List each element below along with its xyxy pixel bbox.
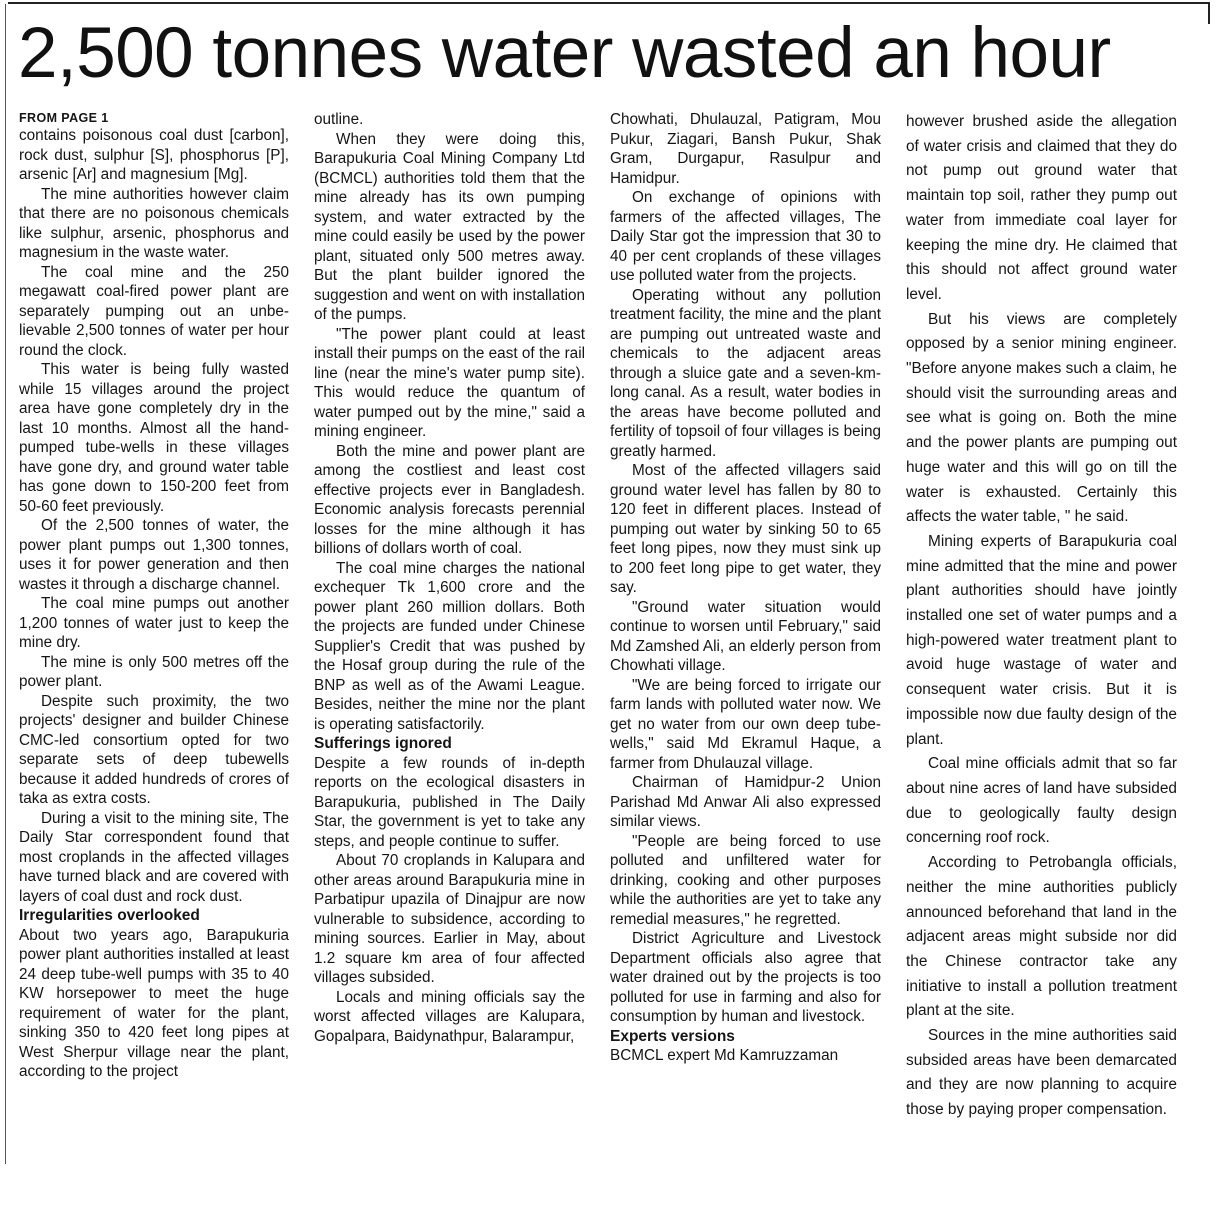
headline: 2,500 tonnes water wasted an hour xyxy=(18,14,1111,93)
paragraph: Of the 2,500 tonnes of water, the power plant pumps out 1,300 tonnes, uses it for power generation and then wastes it through a discharge channel. xyxy=(19,517,289,593)
paragraph: "People are being forced to use polluted and unfiltered water for drinking, cooking and other purposes while the authorities are yet to take any remedial measures," he regretted. xyxy=(610,832,881,928)
paragraph: Mining experts of Barapukuria coal mine admitted that the mine and power plant authorities should have jointly installed one set of water pumps and a high-powered water treatment plant to avoid huge wastage of water and consequent water crisis. But it is impossible now due faulty design of the plant. xyxy=(906,532,1177,748)
paragraph: outline. xyxy=(314,111,364,128)
top-rule xyxy=(8,2,1208,4)
subheading: Irregularities overlooked xyxy=(19,907,200,924)
subheading: Sufferings ignored xyxy=(314,735,452,752)
column-4 xyxy=(906,110,1177,1170)
right-rule xyxy=(1208,2,1210,24)
paragraph: Despite such proximity, the two projects' designer and builder Chinese CMC-led consortium opted for two separate sets of deep tubewells because it added hundreds of crores of taka as extra costs. xyxy=(19,692,289,807)
paragraph: "Ground water situation would continue to worsen until February," said Md Zamshed Ali, an elderly person from Chowhati village. xyxy=(610,598,881,674)
paragraph: Despite a few rounds of in-depth reports on the ecological disasters in Barapukuria, published in The Daily Star, the government is yet to take any steps, and people continue to suffer. xyxy=(314,754,585,850)
column-3 xyxy=(610,110,881,1170)
paragraph: Chowhati, Dhulauzal, Patigram, Mou Pukur, Ziagari, Bansh Pukur, Shak Gram, Durgapur, Rasulpur and Hamidpur. xyxy=(610,111,881,187)
kicker: FROM PAGE 1 xyxy=(19,111,109,125)
paragraph: About 70 croplands in Kalupara and other areas around Barapukuria mine in Parbatipur upazila of Dinajpur are now vulnerable to subsidence, according to mining sources. Earlier in May, about 1.2 square km area of four affected villages subsided. xyxy=(314,852,585,986)
paragraph: This water is being fully wasted while 15 villages around the project area have gone completely dry in the last 10 months. Almost all the hand-pumped tube-wells in these villages have gone dry, and ground water table has gone down to 150-200 feet from 50-60 feet previously. xyxy=(19,361,289,515)
paragraph: The mine is only 500 metres off the power plant. xyxy=(19,653,289,690)
paragraph: Coal mine officials admit that so far about nine acres of land have subsided due to geologically faulty design concerning roof rock. xyxy=(906,755,1177,847)
left-rule xyxy=(5,4,6,1164)
column-1 xyxy=(19,110,289,1170)
paragraph: According to Petrobangla officials, neither the mine authorities publicly announced beforehand that land in the adjacent areas might subside nor did the Chinese contractor take any initiative to install a pollution treatment plant at the site. xyxy=(906,854,1177,1020)
paragraph: Chairman of Hamidpur-2 Union Parishad Md Anwar Ali also expressed similar views. xyxy=(610,774,881,830)
paragraph: Locals and mining officials say the worst affected villages are Kalupara, Gopalpara, Baidynathpur, Balarampur, xyxy=(314,988,585,1045)
paragraph: The mine authorities however claim that there are no poisonous chemicals like sulphur, arsenic, phosphorus and magnesium in the waste water. xyxy=(19,185,289,261)
paragraph: Both the mine and power plant are among the costliest and least cost effective projects ever in Bangladesh. Economic analysis forecasts perennial losses for the mine although it has billions of dollars worth of coal. xyxy=(314,442,585,557)
paragraph: Operating without any pollution treatment facility, the mine and the plant are pumping out untreated waste and chemicals to the adjacent areas through a sluice gate and a seven-km-long canal. As a result, water bodies in the areas have become polluted and fertility of topsoil of four villages is being greatly harmed. xyxy=(610,286,881,460)
paragraph: But his views are completely opposed by a senior mining engineer. "Before anyone makes such a claim, he should visit the surrounding areas and see what is going on. Both the mine and the power plants are pumping out huge water and this will go on till the water is exhausted. Certainly this affects the water table, " he said. xyxy=(906,310,1177,526)
paragraph: About two years ago, Barapukuria power plant authorities installed at least 24 deep tube-well pumps with 35 to 40 KW horsepower to meet the huge requirement of water for the plant, sinking 350 to 420 feet long pipes at West Sherpur village near the plant, according to the project xyxy=(19,926,289,1080)
paragraph: District Agriculture and Livestock Department officials also agree that water drained out by the projects is too polluted for use in farming and also for consumption by human and livestock. xyxy=(610,930,881,1025)
paragraph: "We are being forced to irrigate our farm lands with polluted water now. We get no water from our own deep tube-wells," said Md Ekramul Haque, a farmer from Dhulauzal village. xyxy=(610,676,881,772)
paragraph: The coal mine and the 250 megawatt coal-fired power plant are separately pumping out an unbelievable 2,500 tonnes of water per hour round the clock. xyxy=(19,263,289,359)
paragraph: The coal mine pumps out another 1,200 tonnes of water just to keep the mine dry. xyxy=(19,595,289,651)
paragraph: Sources in the mine authorities said subsided areas have been demarcated and they are now planning to acquire those by paying proper compensation. xyxy=(906,1027,1177,1119)
paragraph: Most of the affected villagers said ground water level has fallen by 80 to 120 feet in different places. Instead of pumping out water by sinking 50 to 65 feet long pipes, now they must sink up to 200 feet long pipe to get water, they say. xyxy=(610,462,881,596)
subheading: Experts versions xyxy=(610,1027,735,1045)
paragraph: "The power plant could at least install their pumps on the east of the rail line (near the mine's water pump site). This would reduce the quantum of water pumped out by the mine," said a mining engineer. xyxy=(314,325,585,440)
paragraph: The coal mine charges the national exchequer Tk 1,600 crore and the power plant 260 million dollars. Both the projects are funded under Chinese Supplier's Credit that was pushed by the Hosaf group during the rule of the BNP as well as of the Awami League. Besides, neither the mine nor the plant is operating satisfactorily. xyxy=(314,559,585,733)
paragraph: contains poisonous coal dust [carbon], rock dust, sulphur [S], phosphorus [P], arsenic [Ar] and magnesium [Mg]. xyxy=(19,127,289,183)
paragraph: When they were doing this, Barapukuria Coal Mining Company Ltd (BCMCL) authorities told them that the mine already has its own pumping system, and water extracted by the mine could easily be used by the power plant, situated only 500 metres away. But the plant builder ignored the suggestion and went on with installation of the pumps. xyxy=(314,130,585,323)
paragraph: BCMCL expert Md Kamruzzaman xyxy=(610,1047,839,1064)
column-2 xyxy=(314,110,585,1170)
paragraph: however brushed aside the allegation of water crisis and claimed that they do not pump out ground water that maintain top soil, rather they pump out water from immediate coal layer for keeping the mine dry. He claimed that this should not affect ground water level. xyxy=(906,113,1177,303)
paragraph: On exchange of opinions with farmers of the affected villages, The Daily Star got the impression that 30 to 40 per cent croplands of these villages use polluted water from the projects. xyxy=(610,189,881,284)
paragraph: During a visit to the mining site, The Daily Star correspondent found that most croplands in the affected villages have turned black and are covered with layers of coal dust and rock dust. xyxy=(19,809,289,905)
